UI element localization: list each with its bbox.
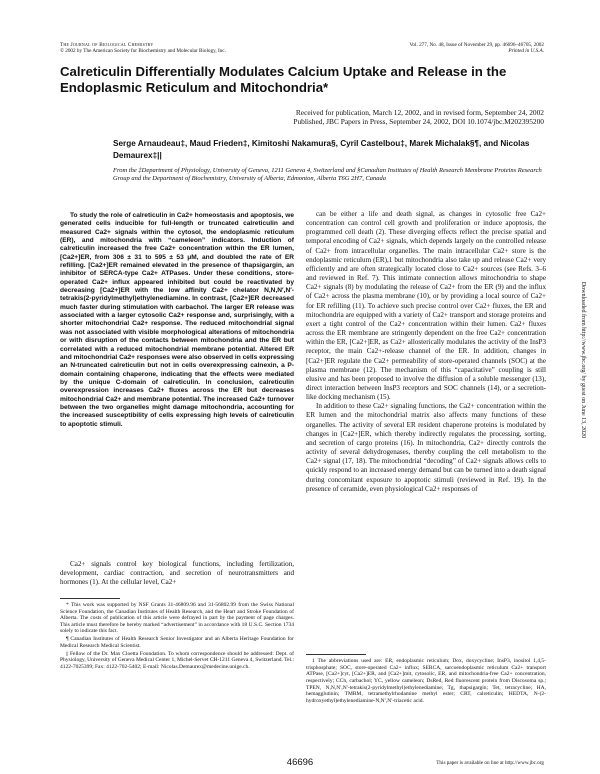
footnotes-left <box>60 602 294 672</box>
abstract: To study the role of calreticulin in Ca2+ homeostasis and apoptosis, we generated cells inducible for full-length or truncated calreticulin and measured Ca2+ signals within the cytosol, the endoplasmic reticulum (ER), and mitochondria with “cameleon” indicators. Induction of calreticulin increased the free Ca2+ concentration within the ER lumen, [Ca2+]ER, from 306 ± 31 to 595 ± 53 μM, and doubled the rate of ER refilling. [Ca2+]ER remained elevated in the presence of thapsigargin, an inhibitor of SERCA-type Ca2+ ATPases. Under these conditions, store-operated Ca2+ influx appeared inhibited but could be reactivated by decreasing [Ca2+]ER with the low affinity Ca2+ chelator N,N,N′,N′-tetrakis(2-pyridylmethyl)ethylenediamine. In contrast, [Ca2+]ER decreased much faster during stimulation with carbachol. The larger ER release was associated with a larger cytosolic Ca2+ response and, surprisingly, with a shorter mitochondrial Ca2+ response. The reduced mitochondrial signal was not associated with visible morphological alterations of mitochondria or with disruption of the contacts between mitochondria and the ER but correlated with a reduced mitochondrial membrane potential. Altered ER and mitochondrial Ca2+ responses were also observed in cells expressing an N-truncated calreticulin but not in cells overexpressing calnexin, a P-domain containing chaperone, indicating that the effects were mediated by the unique C-domain of calreticulin. In conclusion, calreticulin overexpression increases Ca2+ fluxes across the ER but decreases mitochondrial Ca2+ and membrane potential. The increased Ca2+ turnover between the two organelles might damage mitochondria, accounting for the increased susceptibility of cells expressing high levels of calreticulin to apoptotic stimuli. <box>60 212 294 428</box>
published-line: Published, JBC Papers in Press, September 24, 2002, DOI 10.1074/jbc.M202395200 <box>293 117 544 127</box>
volume-info: Vol. 277, No. 48, Issue of November 29, pp. 46696–46705, 2002 <box>409 42 544 48</box>
body-paragraph: In addition to these Ca2+ signaling functions, the Ca2+ concentration within the ER lumen and the mitochondrial matrix also affects many functions of these organelles. The activity of several ER resident chaperone proteins is modulated by changes in [Ca2+]ER, which thereby indirectly regulates the processing, sorting, and secretion of cargo proteins (16). In mitochondria, Ca2+ directly controls the activity of several dehydrogenases, thereby coupling the cell metabolism to the Ca2+ signal (17, 18). The mitochondrial “decoding” of Ca2+ signals allows cells to quickly respond to an increased energy demand but can be turned into a death signal during concomitant exposure to apoptotic stimuli (reviewed in Ref. 19). In the presence of ceramide, even physiological Ca2+ responses of <box>306 402 546 493</box>
intro-paragraph: Ca2+ signals control key biological functions, including fertilization, development, cardiac contraction, and secretion of neurotransmitters and hormones (1). At the cellular level, Ca2+ <box>60 560 294 587</box>
body-paragraph: can be either a life and death signal, as changes in cytosolic free Ca2+ concentration can control cell growth and proliferation or induce apoptosis, the programmed cell death (2). These diverging effects reflect the precise spatial and temporal encoding of Ca2+ signals, which depends largely on the controlled release of Ca2+ from intracellular organelles. The main intracellular Ca2+ store is the endoplasmic reticulum (ER),1 but mitochondria also take up and release Ca2+ very efficiently and are often strategically located close to Ca2+ sources (see Refs. 3–6 and reviewed in Ref. 7). This intimate connection allows mitochondria to shape Ca2+ signals (8) by modulating the release of Ca2+ from the ER (9) and the influx of Ca2+ across the plasma membrane (10), or by providing a local source of Ca2+ for ER refilling (11). To achieve such precise control over Ca2+ fluxes, the ER and mitochondria are equipped with a variety of Ca2+ transport and storage proteins and exert a tight control of the Ca2+ concentration within their lumen. Ca2+ fluxes across the ER membrane are stringently dependent on the free Ca2+ concentration within the ER, [Ca2+]ER, as Ca2+ allosterically modulates the activity of the InsP3 receptor, the main Ca2+-release channel of the ER. In addition, changes in [Ca2+]ER regulate the Ca2+ permeability of store-operated channels (SOC) at the plasma membrane (12). The mechanism of this “capacitative” coupling is still elusive and has been proposed to involve the diffusion of a soluble messenger (13), direct interaction between InsP3 receptors and SOC channels (14), or a secretion-like docking mechanism (15). <box>306 210 546 402</box>
abbreviations-footnote: 1 The abbreviations used are: ER, endoplasmic reticulum; Dox, doxycycline; InsP3, inositol 1,4,5-trisphosphate; SOC, store-operated Ca2+ influx; SERCA, sarcoendoplasmic reticulum Ca2+ transport ATPase, [Ca2+]cyt, [Ca2+]ER, and [Ca2+]mit, cytosolic, ER, and mitochondria-free Ca2+ concentration, respectively; CCh, carbachol; YC, yellow cameleon; DsRed, Red fluorescent protein from Discosoma sp.; TPEN, N,N,N′,N′-tetrakis(2-pyridylmethyl)ethylenediamine; Tg, thapsigargin; Tet, tetracycline; HA, hemagglutinin; TMRM, tetramethylrhodamine methyl ester; CRT, calreticulin; HEDTA, N-(2-hydroxyethyl)ethylenediamine-N,N′,N′-triacetic acid. <box>306 658 546 704</box>
download-sidebar <box>578 150 588 570</box>
footnote-funding: * This work was supported by NSF Grants 31-46809.96 and 31-56802.99 from the Swiss National Science Foundation, the Canadian Institutes of Health Research, and the Heart and Stroke Foundation of Alberta. The costs of publication of this article were defrayed in part by the payment of page charges. This article must therefore be hereby marked “advertisement” in accordance with 18 U.S.C. Section 1734 solely to indicate this fact. <box>60 602 294 635</box>
download-watermark[interactable]: Downloaded from http://www.jbc.org/ by guest on June 13, 2020 <box>580 281 586 439</box>
printed-in: Printed in U.S.A. <box>508 48 544 55</box>
issue-header <box>409 42 544 55</box>
received-dates <box>184 108 544 126</box>
footnote-correspondence: || Fellow of the Dr. Max Cloetta Foundation. To whom correspondence should be addressed: Dept. of Physiology, University of Geneva Medical Center 1, Michel-Servet CH-1211 Geneva 4, Switzerland. Tel.: 4122-7025399; Fax: 4122-702-5402; E-mail: Nicolas.Demaurex@medecine.unige.ch. <box>60 650 294 670</box>
availability-line: This paper is available on line at http://www.jbc.org <box>436 760 544 766</box>
right-column <box>306 210 546 494</box>
footnote-investigator: ¶ Canadian Institutes of Health Research Senior Investigator and an Alberta Heritage Foundation for Medical Research Medical Scientist. <box>60 636 294 649</box>
journal-name: The Journal of Biological Chemistry <box>60 42 154 48</box>
footnote-divider-right <box>306 654 366 655</box>
footnote-divider <box>60 598 120 599</box>
journal-header <box>60 42 226 55</box>
author-list: Serge Arnaudeau‡, Maud Frieden‡, Kimitoshi Nakamura§, Cyril Castelbou‡, Marek Michalak§¶, and Nicolas Demaurex‡|| <box>113 139 530 160</box>
affiliations: From the ‡Department of Physiology, University of Geneva, 1211 Geneva 4, Switzerland and §Canadian Institutes of Health Research Membrane Proteins Research Group and the Department of Biochemistry, University of Alberta, Edmonton, Alberta T6G 2H7, Canada <box>113 167 542 183</box>
received-line: Received for publication, March 12, 2002, and in revised form, September 24, 2002 <box>295 108 544 117</box>
article-title: Calreticulin Differentially Modulates Calcium Uptake and Release in the Endoplasmic Reticulum and Mitochondria* <box>60 64 507 95</box>
page-number: 46696 <box>286 757 314 768</box>
copyright-line: © 2002 by The American Society for Biochemistry and Molecular Biology, Inc. <box>60 48 226 55</box>
